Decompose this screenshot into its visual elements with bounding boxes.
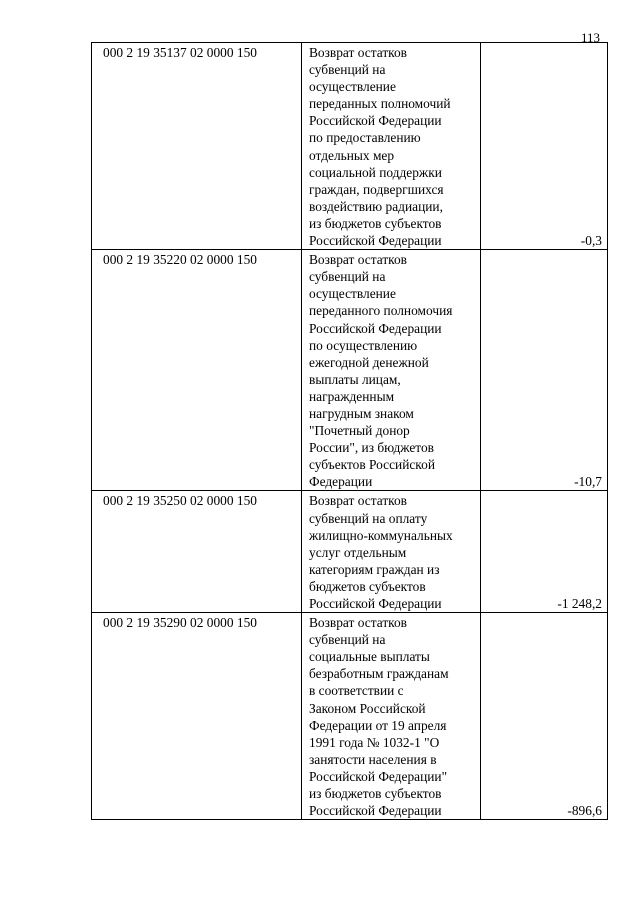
description-line: занятости населения в: [309, 751, 437, 767]
budget-code-cell: 000 2 19 35220 02 0000 150: [92, 250, 302, 491]
description-line: субвенций на: [309, 62, 386, 78]
description-line: из бюджетов субъектов: [309, 215, 442, 231]
budget-code-cell: 000 2 19 35290 02 0000 150: [92, 613, 302, 820]
description-line: ежегодной денежной: [309, 354, 429, 370]
description-line: Возврат остатков: [309, 252, 408, 268]
description-line: нагрудным знаком: [309, 405, 414, 421]
description-line: Российской Федерации: [309, 233, 442, 249]
description-cell: [302, 613, 481, 820]
description-line: граждан, подвергшихся: [309, 181, 444, 197]
amount-cell: -10,7: [481, 250, 608, 491]
description-line: жилищно-коммунальных: [309, 527, 453, 543]
description-line: из бюджетов субъектов: [309, 786, 442, 802]
description-line: переданного полномочия: [309, 303, 453, 319]
description-line: Российской Федерации": [309, 768, 448, 784]
description-line: Российской Федерации: [309, 113, 442, 129]
table-row: [92, 250, 608, 491]
budget-code-cell: 000 2 19 35137 02 0000 150: [92, 43, 302, 250]
description-line: переданных полномочий: [309, 96, 451, 112]
description-line: по осуществлению: [309, 337, 418, 353]
amount-cell: -1 248,2: [481, 491, 608, 613]
description-line: Возврат остатков: [309, 45, 408, 60]
description-line: Федерации: [309, 474, 373, 490]
description-line: осуществление: [309, 79, 396, 95]
budget-code-cell: 000 2 19 35250 02 0000 150: [92, 491, 302, 613]
description-line: услуг отдельным: [309, 544, 407, 560]
description-line: субвенций на оплату: [309, 510, 428, 526]
description-line: воздействию радиации,: [309, 198, 443, 214]
description-line: бюджетов субъектов: [309, 578, 426, 594]
description-line: Законом Российской: [309, 700, 426, 716]
description-line: Возврат остатков: [309, 615, 408, 631]
description-line: субвенций на: [309, 269, 386, 285]
description-line: Российской Федерации: [309, 596, 442, 611]
description-line: категориям граждан из: [309, 561, 440, 577]
description-line: субъектов Российской: [309, 457, 435, 473]
table-row: [92, 613, 608, 820]
description-line: в соответствии с: [309, 683, 404, 699]
description-line: отдельных мер: [309, 147, 395, 163]
description-line: выплаты лицам,: [309, 371, 401, 387]
budget-table-body: [92, 43, 608, 820]
description-line: по предоставлению: [309, 130, 421, 146]
description-line: Российской Федерации: [309, 320, 442, 336]
description-line: социальные выплаты: [309, 649, 430, 665]
description-line: Федерации от 19 апреля: [309, 717, 447, 733]
description-line: Российской Федерации: [309, 803, 442, 819]
description-line: России", из бюджетов: [309, 440, 434, 456]
description-cell: [302, 250, 481, 491]
description-cell: [302, 491, 481, 613]
description-line: 1991 года № 1032-1 "О: [309, 734, 440, 750]
description-line: "Почетный донор: [309, 423, 410, 439]
description-cell: [302, 43, 481, 250]
description-line: субвенций на: [309, 632, 386, 648]
table-row: [92, 43, 608, 250]
description-line: безработным гражданам: [309, 666, 449, 682]
description-line: награжденным: [309, 388, 395, 404]
description-line: социальной поддержки: [309, 164, 442, 180]
budget-table: [91, 42, 608, 820]
amount-cell: -0,3: [481, 43, 608, 250]
table-row: [92, 491, 608, 613]
description-line: осуществление: [309, 286, 396, 302]
description-line: Возврат остатков: [309, 493, 408, 509]
amount-cell: -896,6: [481, 613, 608, 820]
page-number: 113: [580, 30, 600, 45]
